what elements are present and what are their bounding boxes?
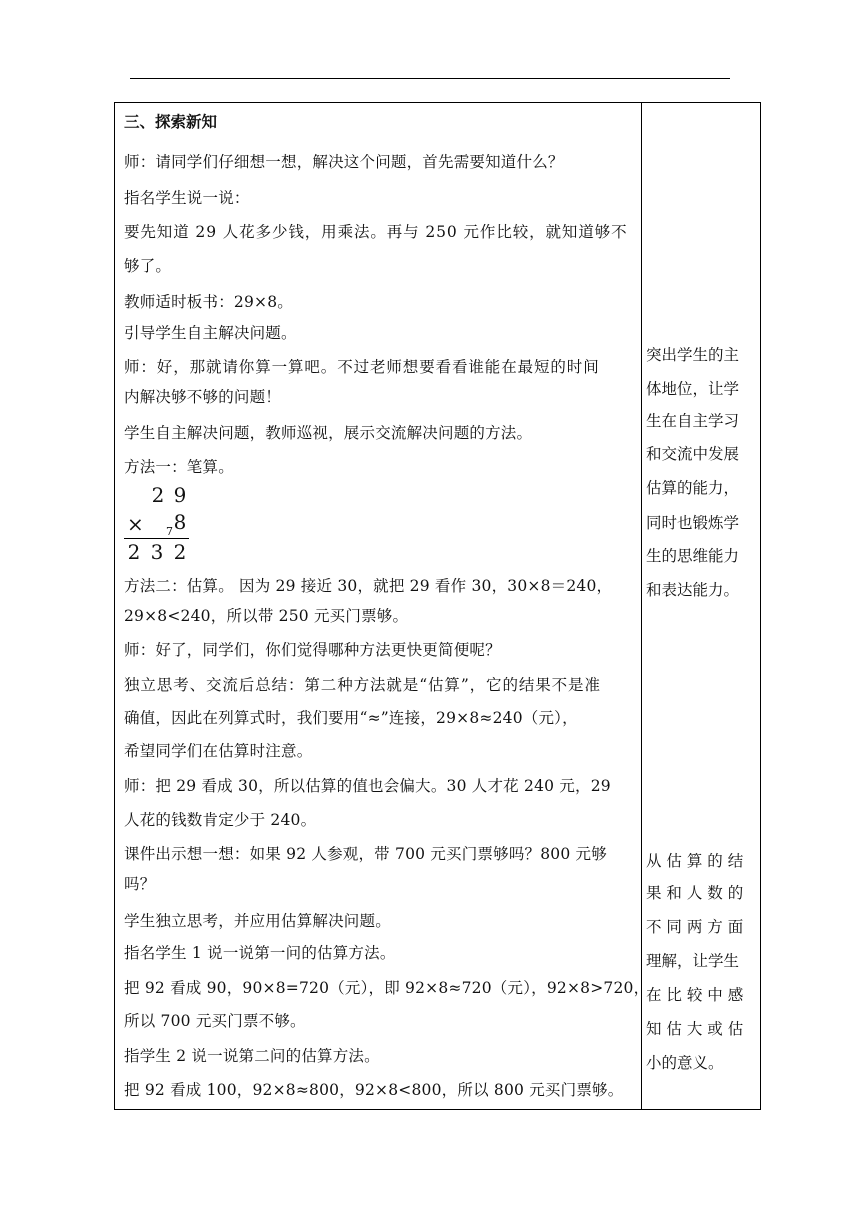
side-note-line: 估算的能力， <box>646 479 740 497</box>
calc-digit: 3 <box>150 540 164 564</box>
calc-digit: 8 <box>173 510 187 534</box>
text-line: 学生自主解决问题，教师巡视，展示交流解决问题的方法。 <box>124 424 533 442</box>
lesson-table <box>114 102 761 1110</box>
text-line: 指学生 2 说一说第二问的估算方法。 <box>124 1047 380 1065</box>
text-line: 独立思考、交流后总结：第二种方法就是“估算”，它的结果不是准 <box>124 676 601 694</box>
text-line: 师：好，那就请你算一算吧。不过老师想要看看谁能在最短的时间 <box>124 358 600 376</box>
text-line: 人花的钱数肯定少于 240。 <box>124 811 317 829</box>
side-note-line: 体地位，让学 <box>646 380 740 398</box>
side-note-line: 小的意义。 <box>646 1054 724 1072</box>
side-note-line: 理解，让学生 <box>646 952 740 970</box>
calc-digit: 2 <box>151 483 165 507</box>
text-line: 把 92 看成 90，90×8=720（元），即 92×8≈720（元），92×8>720， <box>124 979 650 997</box>
text-line: 吗？ <box>124 875 156 893</box>
side-note-line: 生的思维能力 <box>646 547 740 565</box>
text-line: 教师适时板书：29×8。 <box>124 293 293 311</box>
section-title: 三、探索新知 <box>124 113 218 131</box>
side-note-line: 同时也锻炼学 <box>646 514 740 532</box>
text-line: 师：好了，同学们，你们觉得哪种方法更快更简便呢？ <box>124 641 501 659</box>
header-rule <box>130 78 730 79</box>
text-line: 引导学生自主解决问题。 <box>124 324 297 342</box>
multiply-sign: × <box>127 512 144 536</box>
text-line: 师：请同学们仔细想一想，解决这个问题，首先需要知道什么？ <box>124 153 564 171</box>
side-note-line: 突出学生的主 <box>646 346 740 364</box>
carry-digit: 7 <box>166 525 173 538</box>
text-line: 学生独立思考，并应用估算解决问题。 <box>124 912 391 930</box>
calc-digit: 9 <box>173 483 187 507</box>
text-line: 要先知道 29 人花多少钱，用乘法。再与 250 元作比较，就知道够不 <box>124 223 628 241</box>
text-line: 师：把 29 看成 30，所以估算的值也会偏大。30 人才花 240 元，29 <box>124 777 611 795</box>
text-line: 够了。 <box>124 257 172 275</box>
calc-digit: 2 <box>173 540 187 564</box>
text-line: 所以 700 元买门票不够。 <box>124 1012 306 1030</box>
side-note-line: 在 比 较 中 感 <box>646 986 744 1004</box>
text-line: 课件出示想一想：如果 92 人参观，带 700 元买门票够吗？800 元够 <box>124 845 607 863</box>
side-note-line: 知 估 大 或 估 <box>646 1020 744 1038</box>
text-line: 确值，因此在列算式时，我们要用“≈”连接，29×8≈240（元）， <box>124 709 578 727</box>
side-note-line: 不 同 两 方 面 <box>646 918 744 936</box>
text-line: 方法二：估算。 因为 29 接近 30，就把 29 看作 30，30×8＝240， <box>124 577 613 595</box>
side-note-line: 和交流中发展 <box>646 445 740 463</box>
calc-digit: 2 <box>127 540 141 564</box>
side-note-line: 从 估 算 的 结 <box>646 852 744 870</box>
text-line: 希望同学们在估算时注意。 <box>124 742 313 760</box>
calc-rule <box>124 538 189 539</box>
text-line: 指名学生说一说： <box>124 189 250 207</box>
vertical-multiplication <box>124 479 204 564</box>
text-line: 指名学生 1 说一说第一问的估算方法。 <box>124 944 396 962</box>
side-note-line: 果 和 人 数 的 <box>646 884 744 902</box>
side-note-line: 生在自主学习 <box>646 412 740 430</box>
column-divider <box>641 103 642 1109</box>
text-line: 方法一：笔算。 <box>124 458 234 476</box>
text-line: 内解决够不够的问题！ <box>124 388 282 406</box>
text-line: 29×8<240，所以带 250 元买门票够。 <box>124 607 409 625</box>
text-line: 把 92 看成 100，92×8≈800，92×8<800，所以 800 元买门票够。 <box>124 1081 624 1099</box>
side-note-line: 和表达能力。 <box>646 581 740 599</box>
